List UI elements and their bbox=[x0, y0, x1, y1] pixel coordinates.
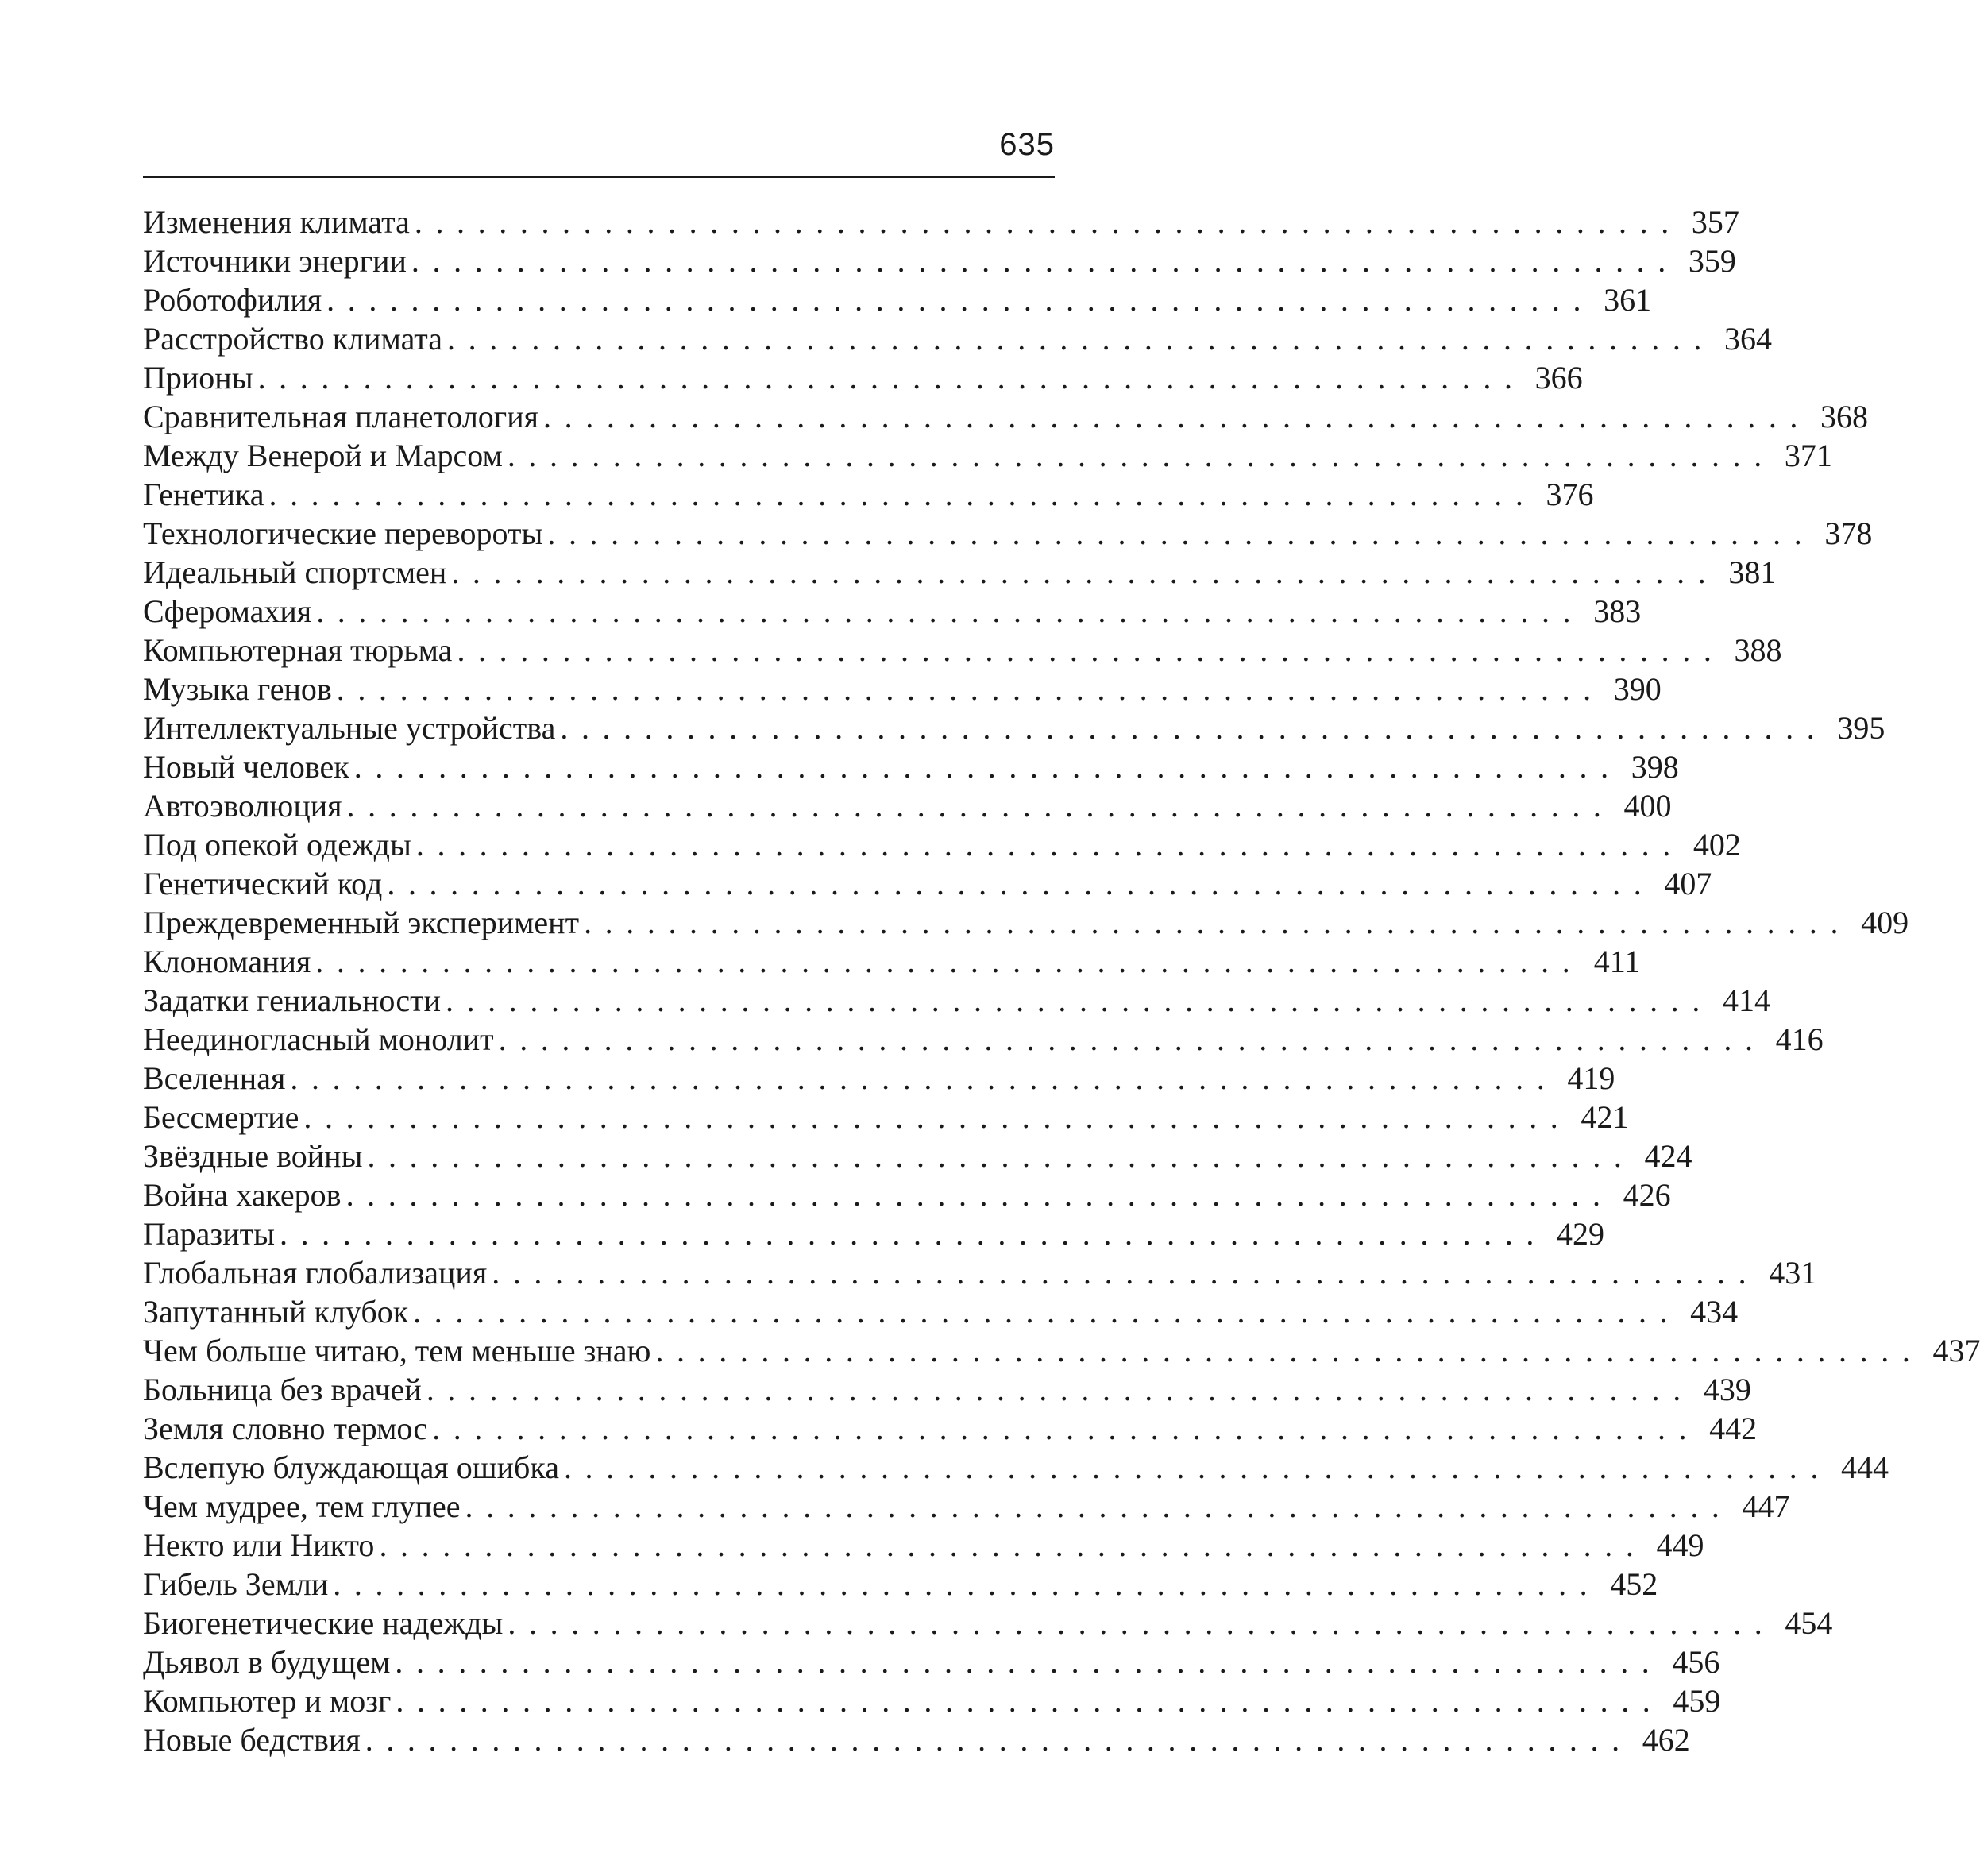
toc-entry-page: 447 bbox=[1742, 1488, 1790, 1524]
dot-leader: ............................................................ bbox=[411, 243, 1679, 279]
toc-entry bbox=[143, 358, 1583, 397]
toc-entry bbox=[143, 981, 1770, 1020]
toc-entry-page: 364 bbox=[1724, 321, 1773, 357]
toc-entry-title: Сферомахия bbox=[143, 593, 312, 629]
toc-entry-page: 419 bbox=[1567, 1060, 1615, 1096]
toc-entry-title: Глобальная глобализация bbox=[143, 1255, 488, 1291]
toc-entry-page: 454 bbox=[1785, 1605, 1833, 1641]
toc-entry bbox=[143, 592, 1642, 631]
page-number: 635 bbox=[999, 127, 1055, 162]
toc-entry bbox=[143, 1526, 1704, 1565]
toc-entry-title: Расстройство климата bbox=[143, 321, 443, 357]
toc-entry-page: 388 bbox=[1734, 632, 1782, 668]
toc-entry-title: Под опекой одежды bbox=[143, 827, 411, 863]
toc-entry-title: Вслепую блуждающая ошибка bbox=[143, 1449, 559, 1485]
toc-entry bbox=[143, 397, 1869, 436]
toc-entry-title: Преждевременный эксперимент bbox=[143, 905, 580, 940]
dot-leader: ............................................................ bbox=[447, 321, 1716, 357]
toc-entry-title: Технологические перевороты bbox=[143, 515, 543, 551]
dot-leader: ............................................................ bbox=[345, 1177, 1614, 1213]
toc-entry bbox=[143, 864, 1712, 903]
toc-entry bbox=[143, 1253, 1817, 1292]
toc-entry-title: Идеальный спортсмен bbox=[143, 554, 447, 590]
dot-leader: ............................................................ bbox=[426, 1372, 1694, 1407]
toc-entry bbox=[143, 241, 1736, 280]
dot-leader: ............................................................ bbox=[414, 204, 1682, 240]
dot-leader: ............................................................ bbox=[432, 1411, 1700, 1446]
dot-leader: ............................................................ bbox=[316, 593, 1584, 629]
toc-entry-title: Чем мудрее, тем глупее bbox=[143, 1488, 461, 1524]
toc-entry bbox=[143, 1292, 1739, 1331]
dot-leader: ............................................................ bbox=[655, 1333, 1924, 1368]
toc-entry-page: 456 bbox=[1672, 1644, 1720, 1680]
toc-entry bbox=[143, 1642, 1720, 1681]
toc-entry bbox=[143, 1681, 1721, 1720]
toc-entry bbox=[143, 825, 1741, 864]
toc-entry-title: Война хакеров bbox=[143, 1177, 342, 1213]
dot-leader: ............................................................ bbox=[465, 1488, 1733, 1524]
toc-entry-page: 431 bbox=[1769, 1255, 1817, 1291]
toc-entry-title: Паразиты bbox=[143, 1216, 275, 1252]
toc-entry-title: Автоэволюция bbox=[143, 788, 342, 824]
toc-entry bbox=[143, 670, 1662, 708]
toc-entry-page: 437 bbox=[1932, 1333, 1980, 1368]
toc-entry-title: Интеллектуальные устройства bbox=[143, 710, 556, 746]
toc-entry-title: Прионы bbox=[143, 360, 253, 396]
dot-leader: ............................................................ bbox=[367, 1138, 1635, 1174]
dot-leader: ............................................................ bbox=[492, 1255, 1760, 1291]
toc-entry-title: Изменения климата bbox=[143, 204, 410, 240]
dot-leader: ............................................................ bbox=[353, 749, 1622, 785]
toc-entry-title: Компьютер и мозг bbox=[143, 1683, 392, 1719]
dot-leader: ............................................................ bbox=[415, 827, 1684, 863]
dot-leader: ............................................................ bbox=[563, 1449, 1831, 1485]
dot-leader: ............................................................ bbox=[445, 982, 1713, 1018]
toc-entry bbox=[143, 514, 1873, 553]
toc-entry bbox=[143, 1137, 1692, 1175]
toc-entry-page: 400 bbox=[1623, 788, 1672, 824]
toc-entry bbox=[143, 708, 1885, 747]
dot-leader: ............................................................ bbox=[395, 1644, 1663, 1680]
toc-entry-title: Компьютерная тюрьма bbox=[143, 632, 453, 668]
toc-entry-title: Генетический код bbox=[143, 866, 383, 901]
toc-entry bbox=[143, 1487, 1790, 1526]
toc-entry-page: 411 bbox=[1593, 944, 1641, 979]
dot-leader: ............................................................ bbox=[584, 905, 1852, 940]
header-rule bbox=[143, 176, 1055, 178]
dot-leader: ............................................................ bbox=[379, 1527, 1647, 1563]
toc-entry-page: 361 bbox=[1604, 282, 1652, 318]
toc-entry bbox=[143, 1331, 1980, 1370]
toc-entry-page: 414 bbox=[1722, 982, 1770, 1018]
dot-leader: ............................................................ bbox=[268, 477, 1537, 512]
toc-entry bbox=[143, 1175, 1671, 1214]
toc-entry-title: Задатки гениальности bbox=[143, 982, 441, 1018]
toc-entry bbox=[143, 319, 1773, 358]
toc-entry bbox=[143, 786, 1672, 825]
toc-entry-title: Источники энергии bbox=[143, 243, 407, 279]
toc-entry-page: 449 bbox=[1656, 1527, 1704, 1563]
toc-entry-title: Больница без врачей bbox=[143, 1372, 422, 1407]
toc-entry-page: 357 bbox=[1691, 204, 1739, 240]
toc-entry-title: Клономания bbox=[143, 944, 311, 979]
toc-entry bbox=[143, 203, 1739, 241]
toc-entry-title: Гибель Земли bbox=[143, 1566, 329, 1602]
toc-entry-title: Земля словно термос bbox=[143, 1411, 428, 1446]
dot-leader: ............................................................ bbox=[346, 788, 1615, 824]
toc-entry-title: Новые бедствия bbox=[143, 1722, 361, 1758]
toc-entry-page: 371 bbox=[1784, 438, 1832, 473]
toc-entry-page: 434 bbox=[1690, 1294, 1739, 1330]
toc-entry bbox=[143, 942, 1641, 981]
toc-entry-title: Музыка генов bbox=[143, 671, 332, 707]
dot-leader: ............................................................ bbox=[396, 1683, 1664, 1719]
dot-leader: ............................................................ bbox=[560, 710, 1828, 746]
dot-leader: ............................................................ bbox=[290, 1060, 1558, 1096]
toc-entry-page: 359 bbox=[1688, 243, 1736, 279]
toc-entry-page: 439 bbox=[1703, 1372, 1751, 1407]
toc-entry bbox=[143, 1370, 1751, 1409]
toc-entry bbox=[143, 436, 1832, 475]
dot-leader: ............................................................ bbox=[413, 1294, 1681, 1330]
dot-leader: ............................................................ bbox=[451, 554, 1719, 590]
toc-entry-title: Вселенная bbox=[143, 1060, 286, 1096]
toc-entry-title: Биогенетические надежды bbox=[143, 1605, 504, 1641]
toc-entry-title: Сравнительная планетология bbox=[143, 399, 539, 434]
toc-entry-page: 459 bbox=[1673, 1683, 1721, 1719]
toc-entry-page: 442 bbox=[1709, 1411, 1758, 1446]
toc-entry-page: 407 bbox=[1664, 866, 1712, 901]
toc-entry bbox=[143, 903, 1909, 942]
dot-leader: ............................................................ bbox=[326, 282, 1595, 318]
dot-leader: ............................................................ bbox=[543, 399, 1812, 434]
toc-entry-page: 421 bbox=[1581, 1099, 1629, 1135]
dot-leader: ............................................................ bbox=[257, 360, 1526, 396]
toc-entry-page: 426 bbox=[1623, 1177, 1671, 1213]
toc-entry-page: 368 bbox=[1820, 399, 1869, 434]
table-of-contents bbox=[143, 203, 1980, 1759]
dot-leader: ............................................................ bbox=[387, 866, 1655, 901]
toc-entry-title: Бессмертие bbox=[143, 1099, 299, 1135]
toc-entry bbox=[143, 1448, 1889, 1487]
toc-entry-page: 452 bbox=[1610, 1566, 1658, 1602]
dot-leader: ............................................................ bbox=[507, 438, 1775, 473]
toc-entry-page: 416 bbox=[1775, 1021, 1824, 1057]
toc-entry-title: Дьявол в будущем bbox=[143, 1644, 391, 1680]
toc-entry-page: 429 bbox=[1556, 1216, 1604, 1252]
toc-entry-page: 444 bbox=[1840, 1449, 1889, 1485]
dot-leader: ............................................................ bbox=[279, 1216, 1547, 1252]
toc-entry bbox=[143, 553, 1777, 592]
toc-entry-page: 378 bbox=[1824, 515, 1873, 551]
toc-entry-title: Между Венерой и Марсом bbox=[143, 438, 503, 473]
toc-entry-page: 402 bbox=[1692, 827, 1741, 863]
toc-entry bbox=[143, 1020, 1824, 1059]
toc-entry bbox=[143, 280, 1652, 319]
toc-entry-title: Чем больше читаю, тем меньше знаю bbox=[143, 1333, 651, 1368]
toc-entry-title: Роботофилия bbox=[143, 282, 322, 318]
toc-entry bbox=[143, 747, 1679, 786]
toc-entry bbox=[143, 631, 1782, 670]
toc-entry-title: Некто или Никто bbox=[143, 1527, 375, 1563]
dot-leader: ............................................................ bbox=[457, 632, 1725, 668]
toc-entry-page: 398 bbox=[1631, 749, 1679, 785]
dot-leader: ............................................................ bbox=[547, 515, 1816, 551]
toc-entry bbox=[143, 1604, 1833, 1642]
toc-entry bbox=[143, 1720, 1690, 1759]
toc-entry-page: 390 bbox=[1613, 671, 1662, 707]
toc-entry-page: 395 bbox=[1837, 710, 1885, 746]
toc-entry-page: 366 bbox=[1534, 360, 1583, 396]
toc-entry-title: Неединогласный монолит bbox=[143, 1021, 494, 1057]
dot-leader: ............................................................ bbox=[303, 1099, 1572, 1135]
toc-entry-title: Новый человек bbox=[143, 749, 349, 785]
toc-entry bbox=[143, 475, 1594, 514]
dot-leader: ............................................................ bbox=[498, 1021, 1766, 1057]
toc-entry-page: 462 bbox=[1642, 1722, 1690, 1758]
dot-leader: ............................................................ bbox=[365, 1722, 1633, 1758]
toc-entry-title: Звёздные войны bbox=[143, 1138, 363, 1174]
toc-entry bbox=[143, 1214, 1604, 1253]
toc-entry-title: Запутанный клубок bbox=[143, 1294, 409, 1330]
toc-entry bbox=[143, 1565, 1658, 1604]
toc-entry bbox=[143, 1098, 1629, 1137]
dot-leader: ............................................................ bbox=[508, 1605, 1776, 1641]
toc-entry-page: 381 bbox=[1728, 554, 1777, 590]
toc-entry-page: 424 bbox=[1644, 1138, 1692, 1174]
toc-entry-page: 376 bbox=[1546, 477, 1594, 512]
dot-leader: ............................................................ bbox=[336, 671, 1604, 707]
toc-entry bbox=[143, 1059, 1615, 1098]
toc-entry-page: 383 bbox=[1593, 593, 1642, 629]
dot-leader: ............................................................ bbox=[315, 944, 1584, 979]
dot-leader: ............................................................ bbox=[333, 1566, 1601, 1602]
toc-entry bbox=[143, 1409, 1758, 1448]
toc-entry-title: Генетика bbox=[143, 477, 264, 512]
toc-entry-page: 409 bbox=[1861, 905, 1909, 940]
